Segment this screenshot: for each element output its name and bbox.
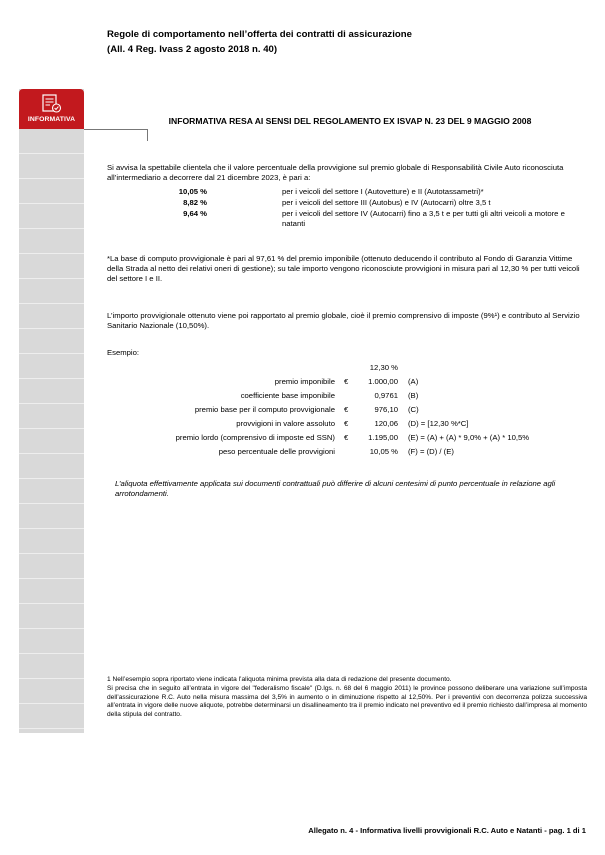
table-row — [107, 447, 585, 461]
row-formula: (B) — [408, 391, 419, 400]
example-heading: Esempio: — [107, 348, 140, 357]
row-value: 1.000,00 — [368, 377, 398, 386]
table-row — [107, 391, 585, 405]
divider — [147, 129, 148, 141]
rate-row — [107, 198, 585, 209]
row-formula: (E) = (A) + (A) * 9,0% + (A) * 10,5% — [408, 433, 530, 442]
rate-description: per i veicoli del settore I (Autovetture) e II (Autotassametri)* — [282, 187, 484, 196]
rate-value: 10,05 % — [178, 187, 207, 196]
reference-paragraph: L’importo provvigionale ottenuto viene poi rapportato al premio globale, cioè il premio comprensivo di imposte (9%¹) e contributo al Servizio Sanitario Nazionale (10,50%). — [107, 311, 580, 331]
row-currency: € — [344, 377, 349, 386]
row-currency: € — [344, 405, 349, 414]
header-title: Regole di comportamento nell’offerta dei contratti di assicurazione — [107, 29, 412, 40]
row-value: 976,10 — [374, 405, 398, 414]
sidebar — [19, 89, 84, 733]
rate-row — [107, 209, 585, 229]
row-value: 120,06 — [374, 419, 398, 428]
rate-row — [107, 187, 585, 198]
table-row — [107, 363, 585, 377]
intro-paragraph: Si avvisa la spettabile clientela che il valore percentuale della provvigione sul premio globale di Responsabilità Civile Auto riconosciuta all’intermediario a decorrere dal 21 dicembre 2023, è pari a: — [107, 163, 564, 183]
page-title: INFORMATIVA RESA AI SENSI DEL REGOLAMENTO EX ISVAP N. 23 DEL 9 MAGGIO 2008 — [168, 116, 532, 126]
row-label: peso percentuale delle provvigioni — [218, 447, 335, 456]
table-row — [107, 405, 585, 419]
rate-value: 8,82 % — [183, 198, 207, 207]
row-formula: (C) — [408, 405, 419, 414]
footnote-line: 1 Nell’esempio sopra riportato viene indicata l’aliquota minima prevista alla data di redazione del presente documento. — [107, 676, 452, 683]
footnote-paragraph: Si precisa che in seguito all’entrata in vigore del "federalismo fiscale" (D.lgs. n. 68 del 6 maggio 2011) le province possono deliberare una variazione sull’imposta dell’assicurazione R.C. Auto nella misura massima del 3,5% in aumento o in diminuzione rispetto al 12,50%. Per i preventivi con decorrenza polizza successiva all’entrata in vigore delle nuove aliquote, potrebbe determinarsi un disallineamento tra il premio indicato nel preventivo ed il premio richiesto dall’impresa al momento della stipula del contratto. — [107, 684, 587, 719]
row-formula: (A) — [408, 377, 419, 386]
footnote — [107, 676, 587, 720]
table-row — [107, 433, 585, 447]
rounding-note: L’aliquota effettivamente applicata sui documenti contrattuali può differire di alcuni centesimi di punto percentuale in relazione agli arrotondamenti. — [115, 479, 556, 499]
row-label: premio imponibile — [274, 377, 335, 386]
sidebar-tab — [19, 89, 84, 129]
row-label: premio base per il computo provvigionale — [194, 405, 335, 414]
example-table — [107, 363, 585, 461]
row-currency: € — [344, 433, 349, 442]
rates-list — [107, 187, 585, 229]
page-footer: Allegato n. 4 - Informativa livelli provvigionali R.C. Auto e Natanti - pag. 1 di 1 — [308, 826, 586, 835]
row-currency: € — [344, 419, 349, 428]
table-row — [107, 419, 585, 433]
row-value: 10,05 % — [369, 447, 398, 456]
sidebar-dividers — [19, 129, 84, 729]
header-subtitle: (All. 4 Reg. Ivass 2 agosto 2018 n. 40) — [107, 44, 278, 55]
divider — [84, 129, 148, 130]
rate-value: 9,64 % — [183, 209, 207, 218]
row-formula: (F) = (D) / (E) — [408, 447, 454, 456]
base-note: *La base di computo provvigionale è pari al 97,61 % del premio imponibile (ottenuto deducendo il contributo al Fondo di Garanzia Vittime della Strada al netto dei relativi oneri di gestione); su tale importo vengono riconosciute provvigioni in misura pari al 12,30 % per tutti veicoli del settore I e II. — [107, 254, 580, 284]
row-label: provvigioni in valore assoluto — [236, 419, 335, 428]
row-label: coefficiente base imponibile — [240, 391, 335, 400]
rate-description: per i veicoli del settore IV (Autocarri) fino a 3,5 t e per tutti gli altri veicoli a motore e natanti — [282, 209, 565, 229]
table-row — [107, 377, 585, 391]
row-value: 0,9761 — [374, 391, 398, 400]
sidebar-tab-label: INFORMATIVA — [27, 116, 76, 123]
row-formula: (D) = [12,30 %*C] — [408, 419, 469, 428]
rate-description: per i veicoli del settore III (Autobus) e IV (Autocarri) oltre 3,5 t — [282, 198, 491, 207]
top-percentage: 12,30 % — [369, 363, 398, 372]
row-value: 1.195,00 — [368, 433, 398, 442]
row-label: premio lordo (comprensivo di imposte ed SSN) — [175, 433, 335, 442]
